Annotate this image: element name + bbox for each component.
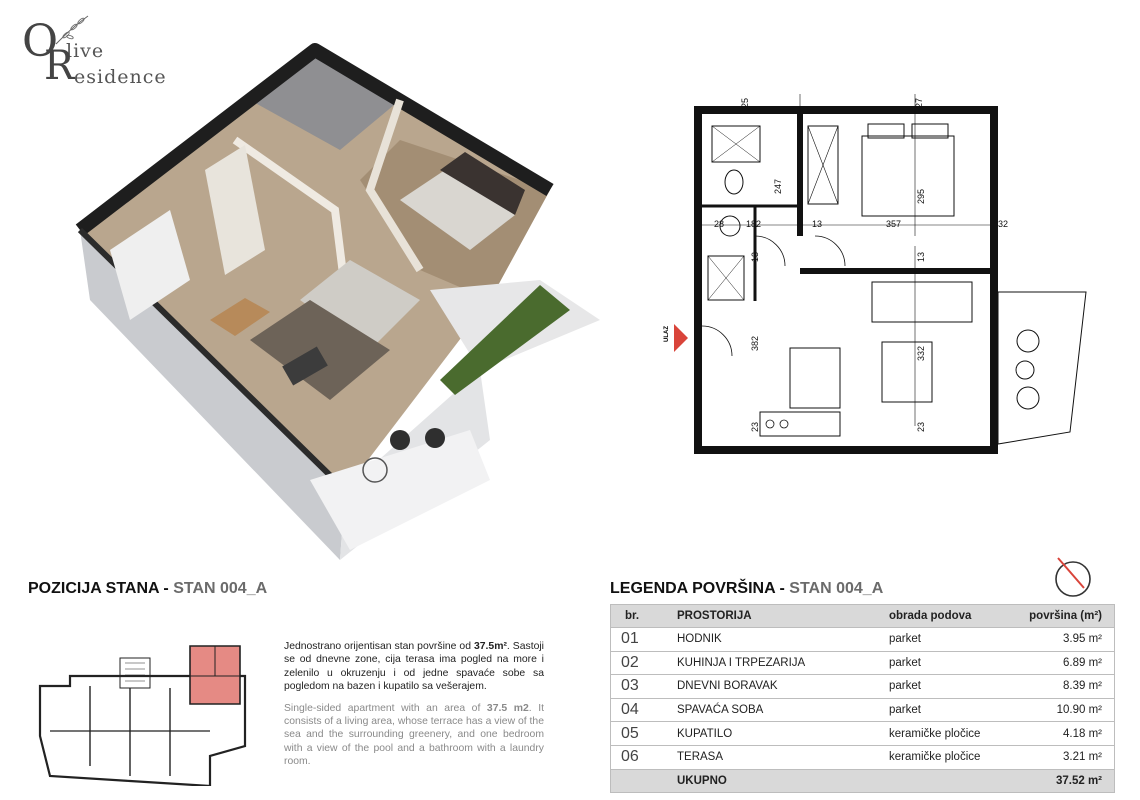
row-no: 06 — [611, 745, 672, 769]
header-area: površina (m²) — [1006, 605, 1115, 628]
row-floor: keramičke pločice — [883, 745, 1006, 769]
plan-dim: 13 — [750, 251, 760, 262]
plan-dim: 295 — [916, 188, 926, 204]
plan-dining-table — [790, 348, 840, 408]
total-spacer — [883, 769, 1006, 793]
plan-dim: 27 — [914, 97, 924, 108]
plan-dim: 332 — [916, 345, 926, 361]
logo-line2: esidence — [74, 66, 167, 88]
entrance-arrow-icon — [674, 324, 688, 352]
description-en-area: 37.5 m2 — [486, 702, 529, 714]
row-area: 4.18 m² — [1006, 722, 1115, 746]
plan-dim: 13 — [916, 251, 926, 262]
row-area: 3.95 m² — [1006, 628, 1115, 652]
row-floor: parket — [883, 698, 1006, 722]
plan-sofa — [872, 282, 972, 322]
description-sr — [284, 640, 544, 694]
description-en-text: Single-sided apartment with an area of — [284, 702, 487, 714]
description-sr-text: . Sastoji se od dnevne zone, cija terasa ima pogled na more i zelenilo u okruzenju i od jedne spavaće sobe sa pogledom na bazen i kupatilo sa vešerajem. — [284, 641, 544, 693]
total-label: UKUPNO — [671, 769, 883, 793]
plan-toilet — [725, 170, 743, 194]
row-no: 04 — [611, 698, 672, 722]
plan-dim: 23 — [750, 421, 760, 432]
table-row — [611, 698, 1115, 722]
area-legend-table — [610, 604, 1115, 793]
table-header-row — [611, 605, 1115, 628]
header-room: PROSTORIJA — [671, 605, 883, 628]
plan-entrance-label: ULAZ — [664, 326, 670, 342]
row-no: 03 — [611, 675, 672, 699]
legend-title: LEGENDA POVRŠINA - — [610, 580, 790, 597]
description-en-text: . It consists of a living area, whose terrace has a view of the sea and the surrounding greenery, and one bedroom with a view of the pool and a bathroom with a laundry room. — [284, 702, 544, 768]
total-spacer — [611, 769, 672, 793]
row-room: KUPATILO — [671, 722, 883, 746]
plan-dim: 357 — [886, 219, 902, 229]
description-sr-text: Jednostrano orijentisan stan površine od — [284, 641, 474, 652]
logo-line1: live — [66, 40, 105, 62]
row-no: 05 — [611, 722, 672, 746]
legend-unit: STAN 004_A — [789, 580, 884, 597]
header-no: br. — [611, 605, 672, 628]
plan-bed — [862, 136, 954, 216]
row-area: 8.39 m² — [1006, 675, 1115, 699]
row-floor: parket — [883, 675, 1006, 699]
plan-dim: 32 — [998, 219, 1009, 229]
position-heading — [28, 580, 267, 598]
position-title: POZICIJA STANA - — [28, 580, 174, 597]
plan-dim: 28 — [714, 219, 725, 229]
row-area: 6.89 m² — [1006, 651, 1115, 675]
row-room: KUHINJA I TRPEZARIJA — [671, 651, 883, 675]
row-floor: keramičke pločice — [883, 722, 1006, 746]
plan-dim: 247 — [773, 178, 783, 194]
position-unit: STAN 004_A — [173, 580, 268, 597]
row-no: 01 — [611, 628, 672, 652]
row-floor: parket — [883, 651, 1006, 675]
row-area: 3.21 m² — [1006, 745, 1115, 769]
table-row — [611, 651, 1115, 675]
north-compass-icon — [1052, 556, 1094, 598]
header-floor: obrada podova — [883, 605, 1006, 628]
plan-dim: 23 — [916, 421, 926, 432]
plan-kitchen — [760, 412, 840, 436]
building-key-plan — [30, 636, 250, 786]
row-room: DNEVNI BORAVAK — [671, 675, 883, 699]
plan-dim: 13 — [812, 219, 823, 229]
row-room: TERASA — [671, 745, 883, 769]
table-row — [611, 675, 1115, 699]
table-total-row — [611, 769, 1115, 793]
plan-outer-walls — [698, 110, 994, 450]
legend-heading — [610, 580, 883, 598]
row-room: SPAVAĆA SOBA — [671, 698, 883, 722]
table-row — [611, 722, 1115, 746]
plan-dim: 25 — [740, 97, 750, 108]
table-row — [611, 745, 1115, 769]
row-room: HODNIK — [671, 628, 883, 652]
description-en — [284, 702, 544, 769]
plan-terrace — [998, 292, 1086, 444]
apartment-3d-render — [70, 40, 610, 560]
description-sr-area: 37.5m² — [473, 641, 507, 652]
row-no: 02 — [611, 651, 672, 675]
logo-initial-o: O — [22, 16, 59, 67]
apartment-description — [284, 640, 544, 777]
plan-dim: 182 — [746, 219, 762, 229]
apartment-floor-plan — [650, 86, 1100, 466]
logo-initial-r: R — [44, 43, 75, 89]
total-area: 37.52 m² — [1006, 769, 1115, 793]
table-row — [611, 628, 1115, 652]
row-area: 10.90 m² — [1006, 698, 1115, 722]
plan-dim: 382 — [750, 335, 760, 351]
row-floor: parket — [883, 628, 1006, 652]
